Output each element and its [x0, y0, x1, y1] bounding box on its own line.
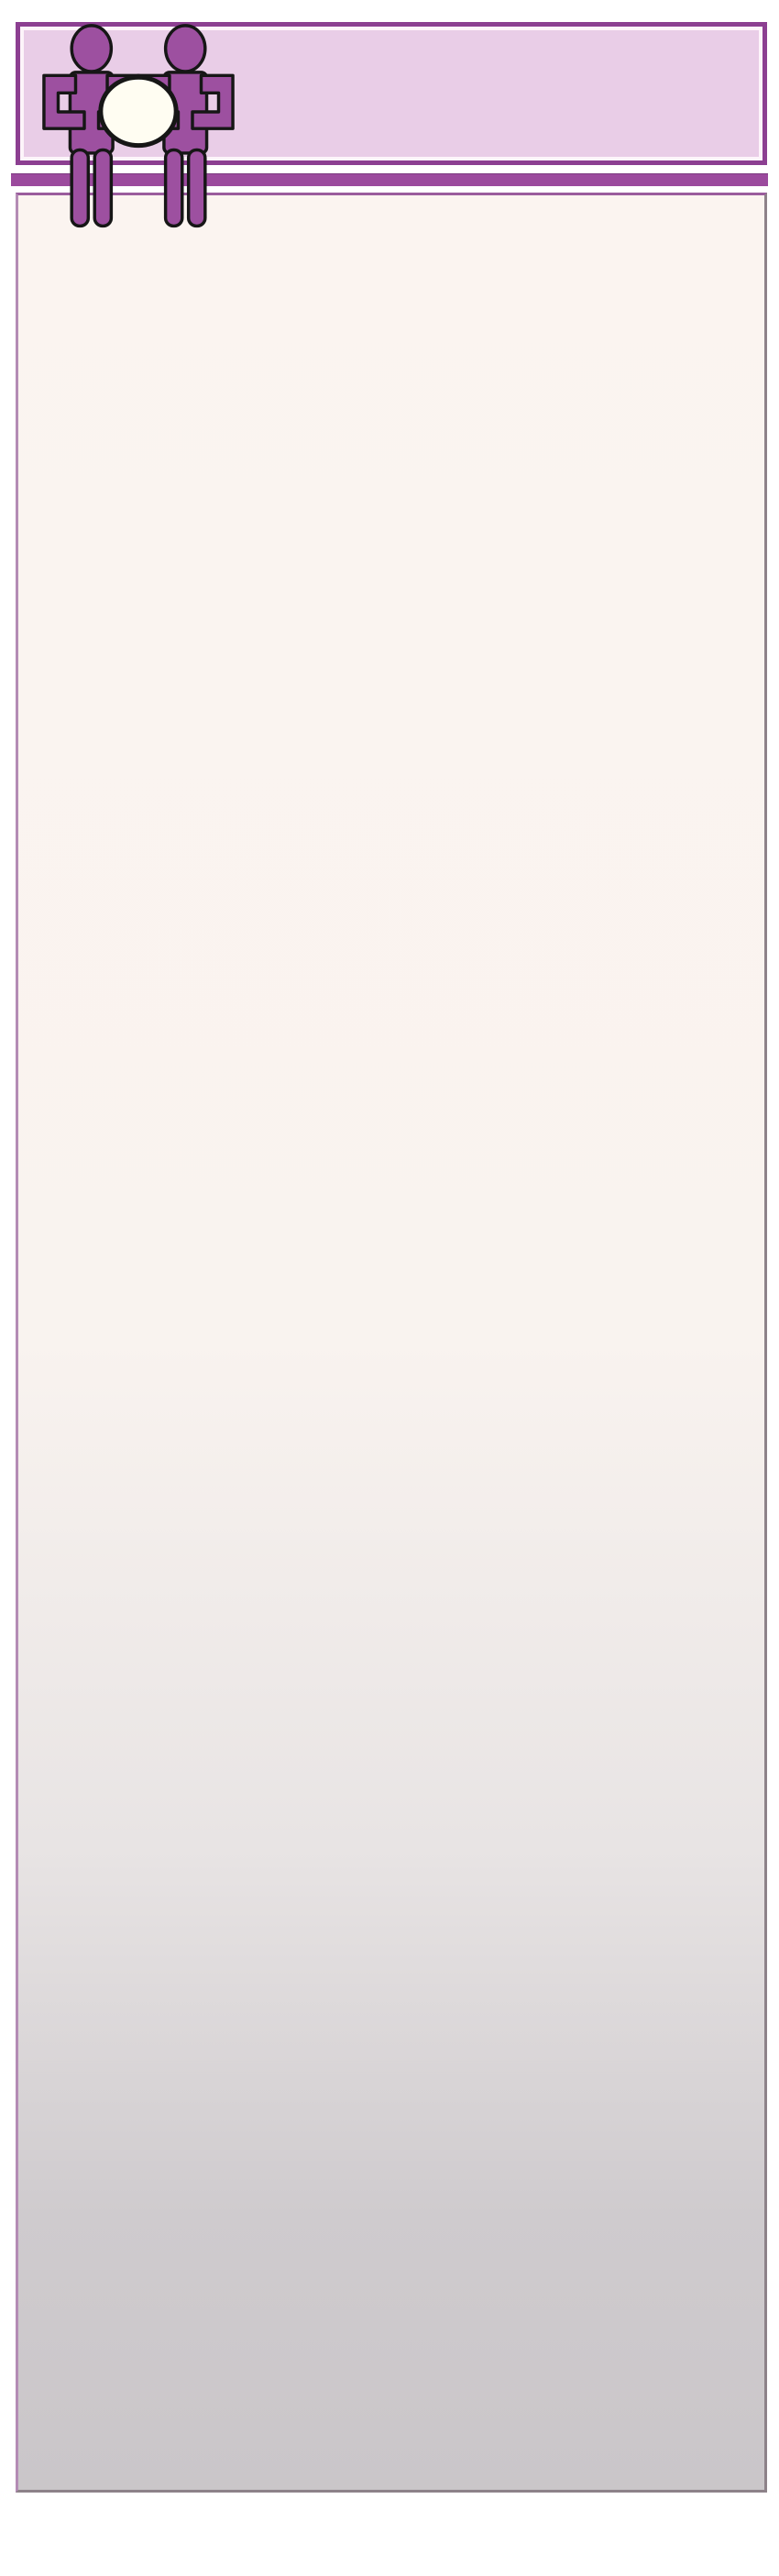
newspaper-page [0, 22, 779, 2493]
question-mark-icon [101, 77, 176, 145]
two-people-icon [40, 22, 236, 229]
article-box [16, 193, 767, 2493]
